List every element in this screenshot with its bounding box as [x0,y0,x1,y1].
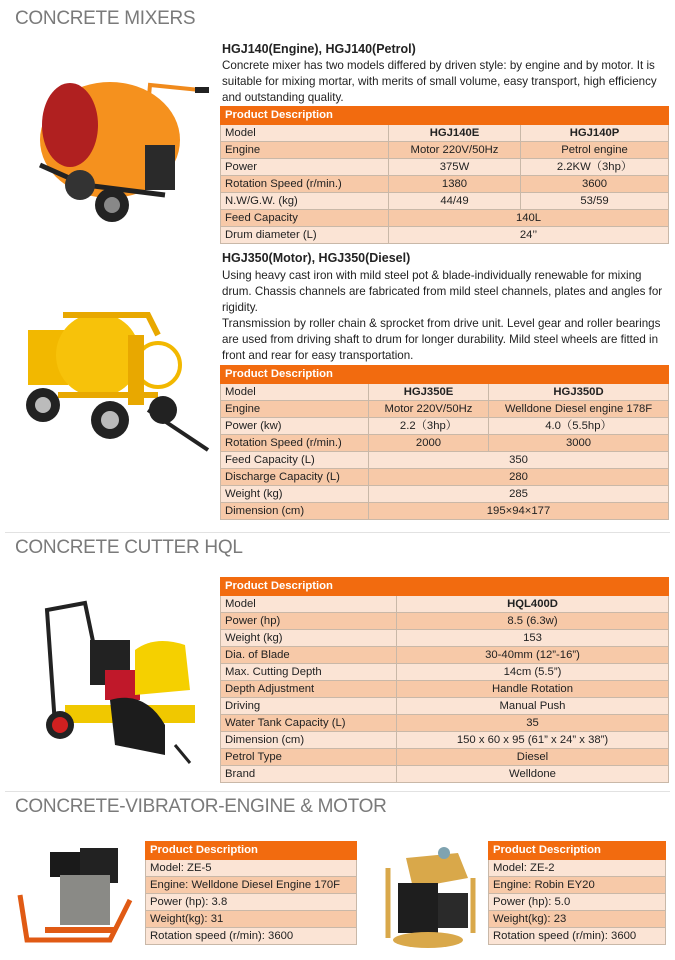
hgj350-description-text-2: Transmission by roller chain & sprocket from drive unit. Level gear and roller bearings are used from driving shaft to drum for longer durability. Mild steel wheels are fitted in front and rear for easy transportation. [222,317,661,362]
table-row [489,860,666,877]
table-row [489,911,666,928]
table-header: Product Description [221,578,669,596]
model-a: HGJ350E [369,384,489,401]
cell-merged: 350 [369,452,669,469]
cell-a: Motor 220V/50Hz [369,401,489,418]
row-label: Brand [221,766,397,783]
table-row [221,418,669,435]
row-label: Model [221,384,369,401]
table-row [221,210,669,227]
row-label: Power (kw) [221,418,369,435]
row-text: Engine: Welldone Diesel Engine 170F [146,877,357,894]
cell-b: 3000 [489,435,669,452]
row-label: Power (hp) [221,613,397,630]
row-label: Weight (kg) [221,630,397,647]
row-label: Petrol Type [221,749,397,766]
table-row [146,894,357,911]
cell-b: 53/59 [521,193,669,210]
table-row [221,681,669,698]
row-value: 150 x 60 x 95 (61” x 24” x 38”) [397,732,669,749]
row-text: Rotation speed (r/min): 3600 [489,928,666,945]
row-value: 14cm (5.5”) [397,664,669,681]
row-value: 35 [397,715,669,732]
vibrator-engine-tank [50,852,80,877]
row-value: Manual Push [397,698,669,715]
table-row [221,647,669,664]
hgj350-description-text-1: Using heavy cast iron with mild steel pot & blade-individually renewable for mixing drum. Chassis channels are fabricated from mild steel channels, plates and angles for rigidity. [222,269,663,314]
row-label: Max. Cutting Depth [221,664,397,681]
table-row [221,401,669,418]
cell-b: 3600 [521,176,669,193]
row-value: Diesel [397,749,669,766]
row-label: Dimension (cm) [221,503,369,520]
table-row [221,613,669,630]
mixer-drum-opening [42,83,98,167]
table-row [489,894,666,911]
table-row [221,227,669,244]
row-label: Model [221,596,397,613]
table-row [221,732,669,749]
row-text: Model: ZE-2 [489,860,666,877]
vibrator-base [393,932,463,948]
row-value: Handle Rotation [397,681,669,698]
table-row [221,596,669,613]
row-text: Power (hp): 5.0 [489,894,666,911]
row-label: Dimension (cm) [221,732,397,749]
section-title-concrete-mixers: CONCRETE MIXERS [15,8,196,29]
row-text: Weight(kg): 23 [489,911,666,928]
table-row [221,469,669,486]
hgj140-mixer-image [25,45,215,230]
row-label: Dia. of Blade [221,647,397,664]
table-row [221,698,669,715]
ze5-vibrator-image [15,840,140,950]
table-row [221,142,669,159]
table-row [221,452,669,469]
ze2-spec-table [488,841,666,945]
row-label: Depth Adjustment [221,681,397,698]
model-b: HGJ140P [521,125,669,142]
mixer-drum [56,313,140,397]
table-row [221,384,669,401]
table-header-row [221,107,669,125]
row-label: Water Tank Capacity (L) [221,715,397,732]
row-value: 30-40mm (12”-16”) [397,647,669,664]
hgj350-description [222,268,668,364]
table-header: Product Description [221,107,669,125]
hql-spec-table [220,577,669,783]
row-label: Rotation Speed (r/min.) [221,435,369,452]
row-value: 8.5 (6.3w) [397,613,669,630]
cell-b: 2.2KW（3hp） [521,159,669,176]
table-row [221,125,669,142]
row-label: Weight (kg) [221,486,369,503]
row-label: Engine [221,142,389,159]
cell-merged: 285 [369,486,669,503]
cell-merged: 24’’ [389,227,669,244]
hql-cutter-image [35,595,205,770]
vibrator-engine-body [60,875,110,925]
row-label: Driving [221,698,397,715]
cell-b: 4.0（5.5hp） [489,418,669,435]
mixer-wheel-back [65,170,95,200]
table-row [221,503,669,520]
mixer-wheel [149,396,177,424]
table-row [221,749,669,766]
row-label: N.W/G.W. (kg) [221,193,389,210]
row-label: Power [221,159,389,176]
table-row [221,176,669,193]
table-header-row [221,578,669,596]
row-text: Model: ZE-5 [146,860,357,877]
cell-b: Petrol engine [521,142,669,159]
vibrator-fuel-tank [406,853,468,888]
cell-a: 44/49 [389,193,521,210]
hgj140-description-text: Concrete mixer has two models differed by driven style: by engine and by motor. It is suitable for mixing mortar, with merits of small volume, easy transport, high efficiency and outstanding quality. [222,59,657,104]
row-label: Drum diameter (L) [221,227,389,244]
table-row [489,877,666,894]
hgj350-spec-table [220,365,669,520]
table-row [221,664,669,681]
row-text: Rotation speed (r/min): 3600 [146,928,357,945]
table-row [489,928,666,945]
table-row [221,193,669,210]
table-row [146,877,357,894]
table-row [221,630,669,647]
hgj350-mixer-image [18,290,213,455]
row-value: 153 [397,630,669,647]
row-text: Engine: Robin EY20 [489,877,666,894]
row-label: Discharge Capacity (L) [221,469,369,486]
ze2-vibrator-image [378,838,483,950]
row-label: Feed Capacity (L) [221,452,369,469]
hgj140-description [222,58,668,106]
table-header-row [221,366,669,384]
table-row [221,486,669,503]
table-row [221,715,669,732]
table-row [146,911,357,928]
table-header-row [146,842,357,860]
cutter-water-tank [135,641,190,695]
section-divider [5,791,670,792]
cell-a: 2.2（3hp） [369,418,489,435]
row-label: Engine [221,401,369,418]
table-header: Product Description [146,842,357,860]
row-value: Welldone [397,766,669,783]
table-row [221,159,669,176]
cell-b: Welldone Diesel engine 178F [489,401,669,418]
table-header-row [489,842,666,860]
mixer-motor [145,145,175,190]
cell-a: 2000 [369,435,489,452]
table-row [221,435,669,452]
cell-merged: 280 [369,469,669,486]
section-divider [5,532,670,533]
hgj350-title: HGJ350(Motor), HGJ350(Diesel) [222,251,411,265]
section-title-concrete-vibrator: CONCRETE-VIBRATOR-ENGINE & MOTOR [15,796,387,817]
row-text: Power (hp): 3.8 [146,894,357,911]
row-text: Weight(kg): 31 [146,911,357,928]
table-header: Product Description [221,366,669,384]
table-row [146,860,357,877]
cell-a: 375W [389,159,521,176]
hgj140-spec-table [220,106,669,244]
row-label: Model [221,125,389,142]
table-row [146,928,357,945]
hgj140-title: HGJ140(Engine), HGJ140(Petrol) [222,42,416,56]
ze5-spec-table [145,841,357,945]
model-b: HGJ350D [489,384,669,401]
row-label: Feed Capacity [221,210,389,227]
section-title-concrete-cutter: CONCRETE CUTTER HQL [15,537,243,558]
row-label: Rotation Speed (r/min.) [221,176,389,193]
model-value: HQL400D [397,596,669,613]
cell-a: Motor 220V/50Hz [389,142,521,159]
model-a: HGJ140E [389,125,521,142]
cell-merged: 195×94×177 [369,503,669,520]
table-row [221,766,669,783]
table-header: Product Description [489,842,666,860]
vibrator-engine-body [398,883,438,933]
cell-merged: 140L [389,210,669,227]
cell-a: 1380 [389,176,521,193]
